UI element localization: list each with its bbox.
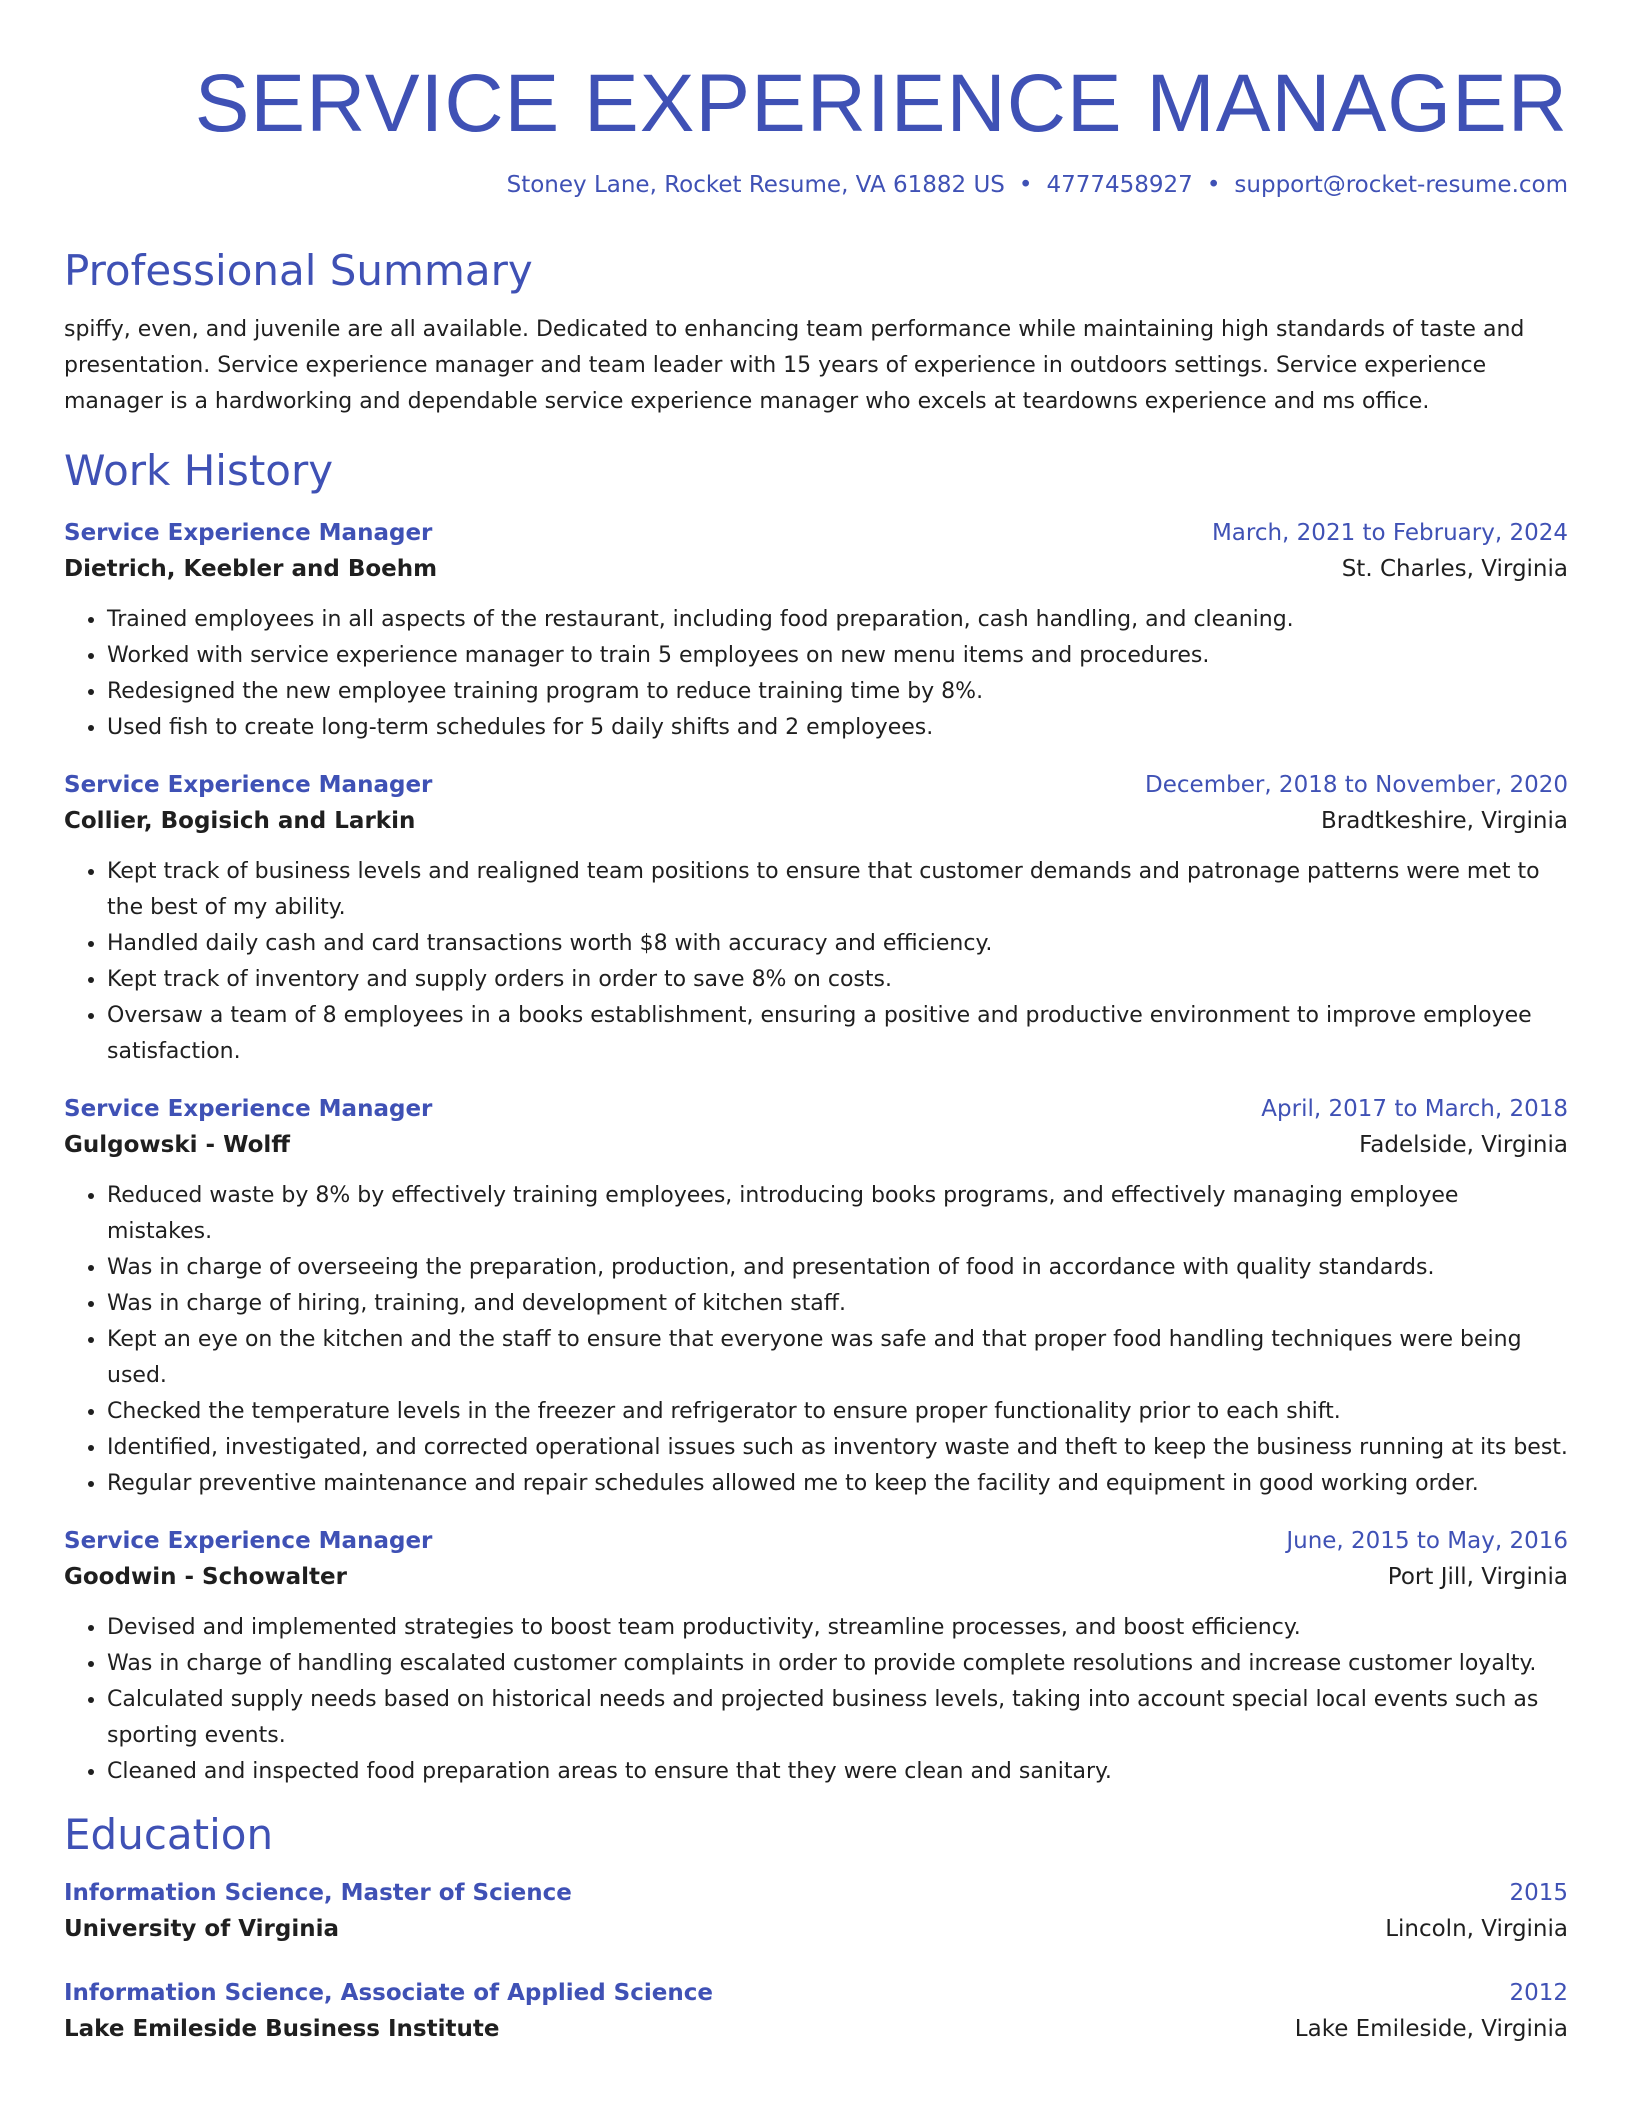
job-bullet: • Kept track of business levels and realigned team positions to ensure that customer demands and patronage patterns were met to the best of my ability. xyxy=(107,854,1568,926)
education-header-row xyxy=(64,1976,1568,2010)
work-history-list xyxy=(64,516,1568,1790)
job-bullet: • Devised and implemented strategies to boost team productivity, streamline processes, and boost efficiency. xyxy=(107,1610,1568,1646)
job-bullet: • Kept track of inventory and supply orders in order to save 8% on costs. xyxy=(107,962,1568,998)
education-list xyxy=(64,1876,1568,2048)
contact-phone: 4777458927 xyxy=(1046,172,1193,198)
job-header-row xyxy=(64,768,1568,802)
job-dates: April, 2017 to March, 2018 xyxy=(1261,1096,1568,1122)
job-dates: March, 2021 to February, 2024 xyxy=(1211,520,1568,546)
job-bullets xyxy=(64,602,1568,746)
job-company: Goodwin - Schowalter xyxy=(64,1564,347,1590)
job-header-row xyxy=(64,516,1568,550)
education-entry xyxy=(64,1876,1568,1948)
job-bullet: • Was in charge of handling escalated customer complaints in order to provide complete resolutions and increase customer loyalty. xyxy=(107,1646,1568,1682)
job-company-row xyxy=(64,550,1568,588)
job-bullet: • Redesigned the new employee training program to reduce training time by 8%. xyxy=(107,674,1568,710)
job-bullet: • Oversaw a team of 8 employees in a books establishment, ensuring a positive and productive environment to improve employee satisfaction. xyxy=(107,998,1568,1070)
job-company-row xyxy=(64,802,1568,840)
education-degree: Information Science, Master of Science xyxy=(64,1880,572,1906)
job-bullet: • Was in charge of hiring, training, and development of kitchen staff. xyxy=(107,1286,1568,1322)
job-bullet: • Identified, investigated, and corrected operational issues such as inventory waste and theft to keep the business running at its best. xyxy=(107,1430,1568,1466)
education-year: 2015 xyxy=(1509,1880,1568,1906)
job-bullet: • Used fish to create long-term schedules for 5 daily shifts and 2 employees. xyxy=(107,710,1568,746)
job-company: Collier, Bogisich and Larkin xyxy=(64,808,416,834)
resume-header xyxy=(64,0,1568,198)
contact-line xyxy=(64,172,1568,198)
job-role: Service Experience Manager xyxy=(64,520,433,546)
job-bullets xyxy=(64,1610,1568,1790)
education-school-row xyxy=(64,1910,1568,1948)
job-bullet: • Calculated supply needs based on historical needs and projected business levels, taking into account special local events such as sporting events. xyxy=(107,1682,1568,1754)
education-degree: Information Science, Associate of Applied Science xyxy=(64,1980,713,2006)
resume-title: SERVICE EXPERIENCE MANAGER xyxy=(194,58,1568,149)
job-bullet: • Was in charge of overseeing the preparation, production, and presentation of food in accordance with quality standards. xyxy=(107,1250,1568,1286)
job-bullet: • Reduced waste by 8% by effectively training employees, introducing books programs, and effectively managing employee mistakes. xyxy=(107,1178,1568,1250)
job-entry xyxy=(64,1524,1568,1790)
contact-address: Stoney Lane, Rocket Resume, VA 61882 US xyxy=(506,172,1005,198)
job-header-row xyxy=(64,1524,1568,1558)
job-bullet: • Cleaned and inspected food preparation areas to ensure that they were clean and sanitary. xyxy=(107,1754,1568,1790)
education-heading: Education xyxy=(64,1810,274,1859)
job-bullet: • Kept an eye on the kitchen and the staff to ensure that everyone was safe and that proper food handling techniques were being used. xyxy=(107,1322,1568,1394)
job-company: Dietrich, Keebler and Boehm xyxy=(64,556,438,582)
summary-text: spiffy, even, and juvenile are all available. Dedicated to enhancing team performance while maintaining high standards of taste and presentation. Service experience manager and team leader with 15 years of experience in outdoors settings. Service experience manager is a hardworking and dependable service experience manager who excels at teardowns experience and ms office. xyxy=(64,317,1525,414)
contact-email[interactable]: support@rocket-resume.com xyxy=(1234,172,1568,198)
work-history-heading: Work History xyxy=(64,446,334,495)
job-location: Port Jill, Virginia xyxy=(1387,1564,1568,1590)
education-header-row xyxy=(64,1876,1568,1910)
job-dates: December, 2018 to November, 2020 xyxy=(1145,772,1568,798)
job-bullet: • Checked the temperature levels in the freezer and refrigerator to ensure proper functionality prior to each shift. xyxy=(107,1394,1568,1430)
job-entry xyxy=(64,516,1568,746)
job-bullet: • Regular preventive maintenance and repair schedules allowed me to keep the facility and equipment in good working order. xyxy=(107,1466,1568,1502)
summary-heading: Professional Summary xyxy=(64,246,533,295)
job-location: Bradtkeshire, Virginia xyxy=(1321,808,1568,834)
job-company: Gulgowski - Wolff xyxy=(64,1132,290,1158)
job-role: Service Experience Manager xyxy=(64,1096,433,1122)
job-location: St. Charles, Virginia xyxy=(1341,556,1568,582)
job-dates: June, 2015 to May, 2016 xyxy=(1286,1528,1568,1554)
job-role: Service Experience Manager xyxy=(64,1528,433,1554)
job-bullet: • Trained employees in all aspects of the restaurant, including food preparation, cash handling, and cleaning. xyxy=(107,602,1568,638)
job-bullet: • Worked with service experience manager to train 5 employees on new menu items and procedures. xyxy=(107,638,1568,674)
education-location: Lincoln, Virginia xyxy=(1385,1916,1568,1942)
contact-separator: • xyxy=(1206,172,1221,198)
education-year: 2012 xyxy=(1509,1980,1568,2006)
job-entry xyxy=(64,1092,1568,1502)
education-entry xyxy=(64,1976,1568,2048)
education-school-row xyxy=(64,2010,1568,2048)
education-school: University of Virginia xyxy=(64,1916,340,1942)
education-location: Lake Emileside, Virginia xyxy=(1294,2016,1568,2042)
education-school: Lake Emileside Business Institute xyxy=(64,2016,500,2042)
job-location: Fadelside, Virginia xyxy=(1359,1132,1568,1158)
job-entry xyxy=(64,768,1568,1070)
job-company-row xyxy=(64,1558,1568,1596)
job-bullets xyxy=(64,1178,1568,1502)
contact-separator: • xyxy=(1018,172,1033,198)
job-role: Service Experience Manager xyxy=(64,772,433,798)
job-header-row xyxy=(64,1092,1568,1126)
job-bullet: • Handled daily cash and card transactions worth $8 with accuracy and efficiency. xyxy=(107,926,1568,962)
job-company-row xyxy=(64,1126,1568,1164)
job-bullets xyxy=(64,854,1568,1070)
